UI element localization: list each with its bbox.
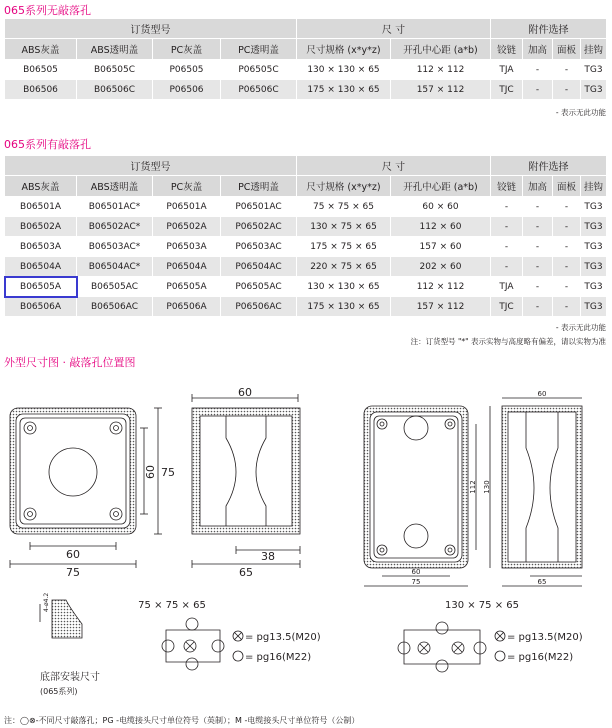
table-cell: 175 × 130 × 65 <box>297 297 391 317</box>
col-header: 铰链 <box>491 176 523 197</box>
table-cell: TG3 <box>581 60 607 80</box>
left-dim-top: 60 <box>238 386 252 399</box>
table-cell: 112 × 112 <box>391 60 491 80</box>
table-cell: P06503AC <box>221 237 297 257</box>
table-cell: B06501A <box>5 197 77 217</box>
left-side-view <box>192 394 300 568</box>
mount-dim: 4-ø4.2 <box>43 592 50 612</box>
table-cell: 60 × 60 <box>391 197 491 217</box>
table-cell: 157 × 112 <box>391 297 491 317</box>
table-cell: - <box>553 257 581 277</box>
section2-note: - 表示无此功能 <box>555 323 606 332</box>
table-cell: 112 × 60 <box>391 217 491 237</box>
table-row <box>5 197 607 217</box>
mount-label: 底部安装尺寸 <box>40 672 100 683</box>
table-cell: P06506C <box>221 80 297 100</box>
table-cell: - <box>491 257 523 277</box>
left-dim-side: 38 <box>261 550 275 563</box>
table-cell: P06503A <box>153 237 221 257</box>
table-row <box>5 277 607 297</box>
table-cell: B06501AC* <box>77 197 153 217</box>
col-header: 加高 <box>523 39 553 60</box>
col-header: 开孔中心距 (a*b) <box>391 176 491 197</box>
table-cell: 75 × 75 × 65 <box>297 197 391 217</box>
spec-table-knockout <box>4 155 607 317</box>
table-cell: - <box>553 60 581 80</box>
table-cell: B06505AC <box>77 277 153 297</box>
table-cell: B06502A <box>5 217 77 237</box>
table-cell: - <box>553 197 581 217</box>
table-cell: 175 × 130 × 65 <box>297 80 391 100</box>
table-cell: B06506 <box>5 80 77 100</box>
col-header: 加高 <box>523 176 553 197</box>
col-header: PC灰盖 <box>153 176 221 197</box>
left-caption: 75 × 75 × 65 <box>138 600 206 611</box>
col-header: 挂钩 <box>581 39 607 60</box>
legend-right-pg16: = pg16(M22) <box>507 652 574 663</box>
right-knockout-diagram <box>398 622 505 672</box>
table-cell: 220 × 75 × 65 <box>297 257 391 277</box>
left-knockout-diagram <box>162 618 243 670</box>
left-dim-h1: 60 <box>144 465 157 479</box>
table-cell: P06502A <box>153 217 221 237</box>
col-header: PC透明盖 <box>221 176 297 197</box>
table-cell: P06505A <box>153 277 221 297</box>
col-header: ABS透明盖 <box>77 39 153 60</box>
spec-table-no-knockout <box>4 18 607 100</box>
table-row <box>5 80 607 100</box>
col-header: PC透明盖 <box>221 39 297 60</box>
right-dim-top: 60 <box>537 390 547 398</box>
table-cell: P06505AC <box>221 277 297 297</box>
table-row <box>5 217 607 237</box>
table-cell: TG3 <box>581 277 607 297</box>
table-cell: B06504A <box>5 257 77 277</box>
right-dim-side-w: 65 <box>537 578 547 586</box>
group-header-order: 订货型号 <box>5 19 297 39</box>
table-cell: B06503AC* <box>77 237 153 257</box>
table-cell: P06506 <box>153 80 221 100</box>
table-cell: 157 × 60 <box>391 237 491 257</box>
table-cell: - <box>523 257 553 277</box>
left-front-view <box>10 408 162 568</box>
col-header: 开孔中心距 (a*b) <box>391 39 491 60</box>
table-cell: TG3 <box>581 297 607 317</box>
col-header: 挂钩 <box>581 176 607 197</box>
right-caption: 130 × 75 × 65 <box>444 600 520 611</box>
footnote: 注：◯⊗-不同尺寸敲落孔；PG -电缆接头尺寸单位符号（英制）；M -电缆接头尺寸单位符号（公制） <box>4 716 360 725</box>
table-cell: - <box>491 197 523 217</box>
table-cell: - <box>523 217 553 237</box>
table-row <box>5 297 607 317</box>
table-cell: TJC <box>491 297 523 317</box>
table-cell: TG3 <box>581 80 607 100</box>
left-dim-w1: 60 <box>66 548 80 561</box>
table-cell: - <box>523 80 553 100</box>
right-dim-w1: 60 <box>411 568 421 576</box>
table-cell: - <box>523 197 553 217</box>
table-cell: B06506C <box>77 80 153 100</box>
table-cell: TG3 <box>581 197 607 217</box>
col-header: 尺寸规格 (x*y*z) <box>297 176 391 197</box>
col-header: ABS灰盖 <box>5 39 77 60</box>
table-cell: - <box>523 237 553 257</box>
group-header-acc: 附件选择 <box>491 156 607 176</box>
table-cell: B06504AC* <box>77 257 153 277</box>
col-header: ABS透明盖 <box>77 176 153 197</box>
section2-title: 065系列有敲落孔 <box>4 138 91 151</box>
section2-asterisk-note: 注：订货型号 "*" 表示实物与高度略有偏差，请以实物为准 <box>410 337 606 346</box>
right-dim-h2: 130 <box>483 480 491 494</box>
table-cell: P06506A <box>153 297 221 317</box>
table-cell: - <box>553 297 581 317</box>
section1-note: - 表示无此功能 <box>555 108 606 117</box>
table-cell: TJC <box>491 80 523 100</box>
table-cell: P06502AC <box>221 217 297 237</box>
table-cell: - <box>491 217 523 237</box>
right-dim-w2: 75 <box>411 578 421 586</box>
legend-left-pg135: = pg13.5(M20) <box>245 632 321 643</box>
table-cell: TJA <box>491 277 523 297</box>
table-cell: 130 × 130 × 65 <box>297 277 391 297</box>
table-cell: B06506A <box>5 297 77 317</box>
table-cell: - <box>523 277 553 297</box>
group-header-dim: 尺 寸 <box>297 19 491 39</box>
table-cell: P06506AC <box>221 297 297 317</box>
table-cell: - <box>553 217 581 237</box>
table-row <box>5 237 607 257</box>
right-front-view <box>364 406 490 586</box>
right-side-view <box>502 398 582 586</box>
table-cell: 130 × 130 × 65 <box>297 60 391 80</box>
table-row <box>5 60 607 80</box>
group-header-order: 订货型号 <box>5 156 297 176</box>
table-cell: B06502AC* <box>77 217 153 237</box>
table-cell: 157 × 112 <box>391 80 491 100</box>
col-header: 面板 <box>553 176 581 197</box>
col-header: ABS灰盖 <box>5 176 77 197</box>
table-cell: - <box>553 237 581 257</box>
table-cell: TG3 <box>581 257 607 277</box>
selected-cell: B06505A <box>5 277 77 297</box>
col-header: 尺寸规格 (x*y*z) <box>297 39 391 60</box>
section1-title: 065系列无敲落孔 <box>4 4 91 17</box>
table-cell: 112 × 112 <box>391 277 491 297</box>
table-cell: TG3 <box>581 217 607 237</box>
legend-right-pg135: = pg13.5(M20) <box>507 632 583 643</box>
table-cell: 130 × 75 × 65 <box>297 217 391 237</box>
left-dim-h2: 75 <box>161 466 175 479</box>
table-cell: B06505C <box>77 60 153 80</box>
right-dim-h1: 112 <box>469 480 477 494</box>
table-cell: - <box>553 80 581 100</box>
table-cell: TJA <box>491 60 523 80</box>
table-cell: P06505C <box>221 60 297 80</box>
table-cell: - <box>491 237 523 257</box>
mount-series: (065系列) <box>40 687 78 696</box>
table-cell: P06501A <box>153 197 221 217</box>
table-cell: B06506AC <box>77 297 153 317</box>
group-header-acc: 附件选择 <box>491 19 607 39</box>
table-cell: 202 × 60 <box>391 257 491 277</box>
left-dim-side-w: 65 <box>239 566 253 579</box>
table-cell: P06504A <box>153 257 221 277</box>
left-dim-w2: 75 <box>66 566 80 579</box>
table-cell: TG3 <box>581 237 607 257</box>
col-header: 面板 <box>553 39 581 60</box>
drawings-title: 外型尺寸图 · 敲落孔位置图 <box>4 356 136 369</box>
col-header: 铰链 <box>491 39 523 60</box>
table-cell: B06503A <box>5 237 77 257</box>
col-header: PC灰盖 <box>153 39 221 60</box>
group-header-dim: 尺 寸 <box>297 156 491 176</box>
table-cell: P06505 <box>153 60 221 80</box>
dimension-drawings <box>0 368 612 728</box>
table-cell: 175 × 75 × 65 <box>297 237 391 257</box>
table-cell: P06501AC <box>221 197 297 217</box>
table-cell: B06505 <box>5 60 77 80</box>
table-row <box>5 257 607 277</box>
table-cell: - <box>553 277 581 297</box>
table-cell: - <box>523 60 553 80</box>
legend-left-pg16: = pg16(M22) <box>245 652 312 663</box>
table-cell: P06504AC <box>221 257 297 277</box>
table-cell: - <box>523 297 553 317</box>
